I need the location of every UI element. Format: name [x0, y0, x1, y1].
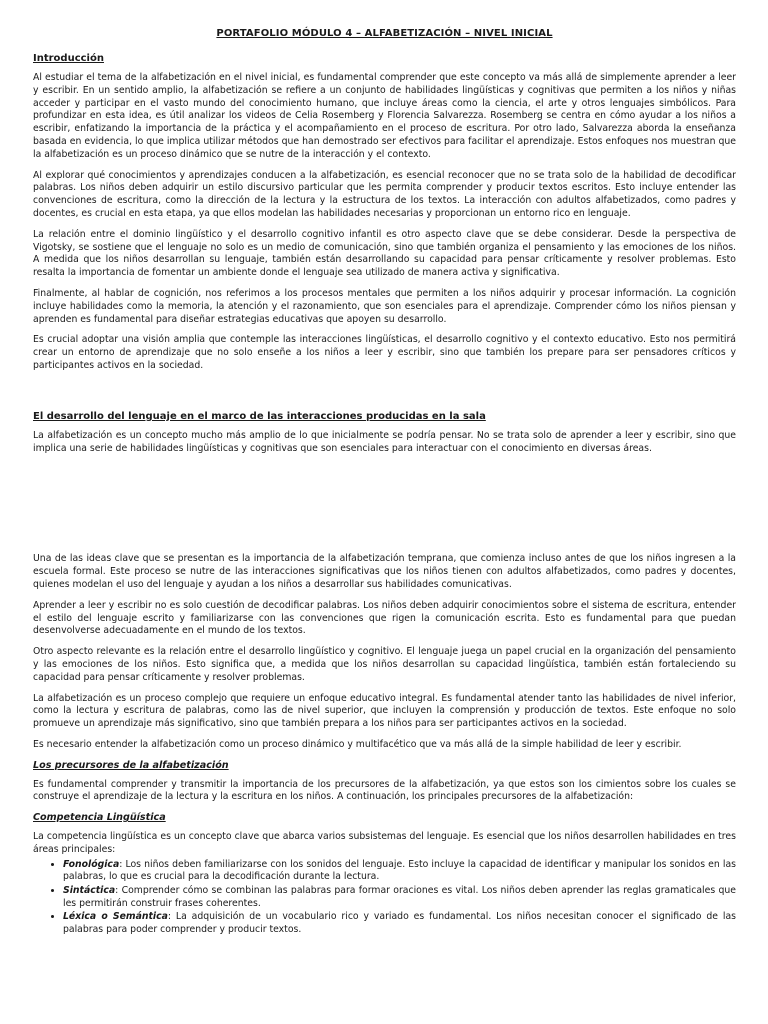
list-item-text: : Comprender cómo se combinan las palabras para formar oraciones es vital. Los niños deben aprender las reglas gramaticales que les permitirán construir frases coherentes. — [63, 885, 736, 909]
competencia-paragraph: La competencia lingüística es un concepto clave que abarca varios subsistemas del lenguaje. Es esencial que los niños desarrollen habilidades en tres áreas principales: — [33, 831, 736, 856]
intro-paragraph-3: La relación entre el dominio lingüístico y el desarrollo cognitivo infantil es otro aspecto clave que se debe considerar. Desde la perspectiva de Vigotsky, se sostiene que el lenguaje no solo es un medio de comunicación, sino que también organiza el pensamiento y las emociones de los niños. A medida que los niños desarrollan su lenguaje, también están desarrollando su capacidad para pensar críticamente y resolver problemas. Esto resalta la importancia de fomentar un ambiente donde el lenguaje sea utilizado de manera activa y significativa. — [33, 228, 736, 279]
competencia-list — [33, 859, 736, 937]
intro-paragraph-1: Al estudiar el tema de la alfabetización en el nivel inicial, es fundamental comprender que este concepto va más allá de simplemente aprender a leer y escribir. En un sentido amplio, la alfabetización se refiere a un conjunto de habilidades lingüísticas y cognitivas que permiten a los niños y niñas acceder y participar en el vasto mundo del conocimiento humano, que incluye áreas como la ciencia, el arte y otros lenguajes simbólicos. Para profundizar en esta idea, es útil analizar los videos de Celia Rosemberg y Florencia Salvarezza. Rosemberg se centra en cómo ayudar a los niños a escribir, enfatizando la importancia de la práctica y el acompañamiento en el proceso de escritura. Por otro lado, Salvarezza aborda la enseñanza basada en evidencia, lo que implica utilizar métodos que han demostrado ser efectivos para facilitar el aprendizaje. Estos enfoques nos muestran que la alfabetización es un proceso dinámico que se nutre de la interacción y el contexto. — [33, 72, 736, 160]
section2-paragraph-1: Una de las ideas clave que se presentan es la importancia de la alfabetización temprana, que comienza incluso antes de que los niños ingresen a la escuela formal. Este proceso se nutre de las interacciones significativas que los niños tienen con adultos alfabetizados, como padres y docentes, quienes modelan el uso del lenguaje y ayudan a los niños a desarrollar sus habilidades comunicativas. — [33, 553, 736, 590]
competencia-heading: Competencia Lingüística — [33, 812, 166, 824]
list-item-term: Fonológica — [63, 858, 120, 870]
list-item-sintactica — [63, 885, 736, 910]
list-item-lexica — [63, 911, 736, 936]
list-item-text: : La adquisición de un vocabulario rico y variado es fundamental. Los niños necesitan conocer el significado de las palabras para poder comprender y producir textos. — [63, 911, 736, 935]
document-page — [33, 28, 736, 937]
intro-heading: Introducción — [33, 53, 104, 64]
list-item-term: Léxica o Semántica — [63, 911, 168, 923]
list-item-text: : Los niños deben familiarizarse con los sonidos del lenguaje. Esto incluye la capacidad de identificar y manipular los sonidos en las palabras, lo que es crucial para la decodificación durante la lectura. — [63, 858, 736, 883]
list-item-fonologica — [63, 859, 736, 884]
blank-space — [33, 463, 736, 553]
section-spacer — [33, 381, 736, 411]
document-title: PORTAFOLIO MÓDULO 4 – ALFABETIZACIÓN – NIVEL INICIAL — [216, 28, 553, 39]
section2-lead-paragraph: La alfabetización es un concepto mucho más amplio de lo que inicialmente se podría pensar. No se trata solo de aprender a leer y escribir, sino que implica una serie de habilidades lingüísticas y cognitivas que son esenciales para interactuar con el conocimiento en diversas áreas. — [33, 429, 736, 454]
section2-heading: El desarrollo del lenguaje en el marco de las interacciones producidas en la sala — [33, 410, 486, 422]
precursores-heading: Los precursores de la alfabetización — [33, 759, 229, 771]
section2-paragraph-2: Aprender a leer y escribir no es solo cuestión de decodificar palabras. Los niños deben adquirir conocimientos sobre el sistema de escritura, entender el estilo del lenguaje escrito y familiarizarse con las convenciones que rigen la comunicación escrita. Esto es fundamental para que puedan desenvolverse adecuadamente en el mundo de los textos. — [33, 599, 736, 637]
intro-paragraph-2: Al explorar qué conocimientos y aprendizajes conducen a la alfabetización, es esencial reconocer que no se trata solo de la habilidad de decodificar palabras. Los niños deben adquirir un estilo discursivo particular que les permita comprender y producir textos escritos. Esto incluye entender las convenciones de escritura, como la dirección de la lectura y la estructura de los textos. La interacción con adultos alfabetizados, como padres y docentes, es crucial en esta etapa, ya que ellos modelan las habilidades necesarias y proporcionan un entorno rico en lenguaje. — [33, 169, 736, 219]
section2-paragraph-4: La alfabetización es un proceso complejo que requiere un enfoque educativo integral. Es fundamental atender tanto las habilidades de nivel inferior, como la lectura y escritura de palabras, como las de nivel superior, que incluyen la comprensión y producción de textos. Este enfoque no solo promueve un aprendizaje más significativo, sino que también prepara a los niños para ser participantes activos en la sociedad. — [33, 692, 736, 730]
section2-paragraph-3: Otro aspecto relevante es la relación entre el desarrollo lingüístico y cognitivo. El lenguaje juega un papel crucial en la organización del pensamiento y las emociones de los niños. Esto significa que, a medida que los niños desarrollan su capacidad lingüística, también están fortaleciendo su capacidad para pensar críticamente y resolver problemas. — [33, 646, 736, 683]
section2-paragraph-5: Es necesario entender la alfabetización como un proceso dinámico y multifacético que va más allá de la simple habilidad de leer y escribir. — [33, 738, 682, 750]
list-item-term: Sintáctica — [63, 885, 116, 897]
intro-paragraph-4: Finalmente, al hablar de cognición, nos referimos a los procesos mentales que permiten a los niños adquirir y procesar información. La cognición incluye habilidades como la memoria, la atención y el razonamiento, que son esenciales para el aprendizaje. Comprender cómo los niños piensan y aprenden es fundamental para diseñar estrategias educativas que apoyen su desarrollo. — [33, 287, 736, 325]
intro-paragraph-5: Es crucial adoptar una visión amplia que contemple las interacciones lingüísticas, el desarrollo cognitivo y el contexto educativo. Esto nos permitirá crear un entorno de aprendizaje que no solo enseñe a los niños a leer y escribir, sino que también los prepare para ser pensadores críticos y participantes activos en la sociedad. — [33, 334, 736, 371]
precursores-paragraph: Es fundamental comprender y transmitir la importancia de los precursores de la alfabetización, ya que estos son los cimientos sobre los cuales se construye el aprendizaje de la lectura y la escritura en los niños. A continuación, los principales precursores de la alfabetización: — [33, 778, 736, 803]
